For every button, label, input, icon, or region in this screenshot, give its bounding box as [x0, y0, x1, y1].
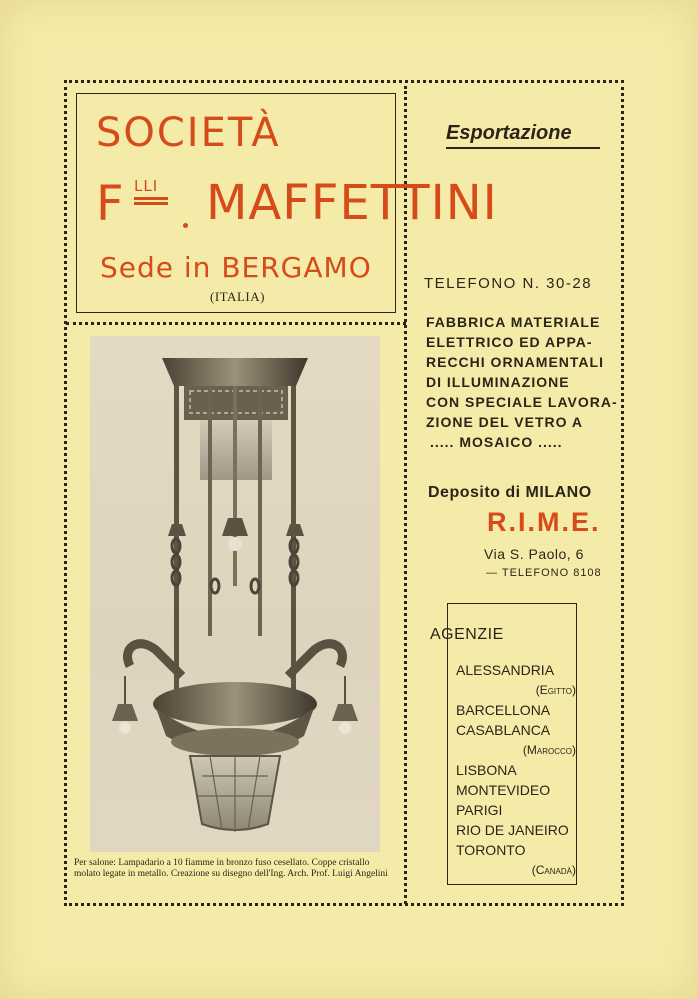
esportazione-underline [446, 147, 600, 149]
right-arm [288, 644, 343, 676]
flli-underline-2 [134, 202, 168, 205]
deposito-heading: Deposito di MILANO [428, 484, 592, 501]
flli-underline [134, 197, 168, 200]
agenzia-item: MONTEVIDEO [456, 782, 551, 798]
flli-dot [183, 223, 188, 228]
italia-label: (ITALIA) [210, 289, 265, 304]
fabbrica-line: ..... MOSAICO ..... [430, 434, 563, 450]
societa-heading: SOCIETÀ [96, 110, 281, 156]
agenzia-item: CASABLANCA [456, 722, 551, 738]
fabbrica-line: RECCHI ORNAMENTALI [426, 354, 604, 370]
fabbrica-description [426, 312, 616, 452]
left-arm [127, 644, 182, 676]
fabbrica-line: DI ILLUMINAZIONE [426, 374, 570, 390]
esportazione-label: Esportazione [446, 122, 572, 144]
agenzia-country: (Canadà) [531, 863, 576, 877]
telefono-milano: — TELEFONO 8108 [486, 567, 602, 579]
sede-line: Sede in BERGAMO [100, 251, 372, 284]
chandelier-photo [90, 336, 380, 852]
agenzia-item: LISBONA [456, 762, 517, 778]
agenzie-title: AGENZIE [430, 626, 504, 643]
canopy [162, 358, 308, 386]
agenzie-list [456, 660, 576, 880]
agenzia-item: RIO DE JANEIRO [456, 822, 569, 838]
main-bowl [153, 682, 317, 726]
telefono-line: TELEFONO N. 30-28 [424, 275, 593, 292]
fabbrica-line: FABBRICA MATERIALE [426, 314, 601, 330]
flli-superscript: LLI [134, 177, 159, 195]
company-name: MAFFETTINI [206, 175, 498, 231]
flli-initial: F [96, 176, 124, 232]
agenzia-item: BARCELLONA [456, 702, 551, 718]
chandelier-illustration [90, 336, 380, 852]
agenzia-country: (Egitto) [535, 683, 576, 697]
rime-name: R.I.M.E. [487, 507, 601, 537]
fabbrica-line: ELETTRICO ED APPA- [426, 334, 593, 350]
dotted-divider-horizontal [66, 322, 406, 325]
agenzia-item: TORONTO [456, 842, 526, 858]
agenzia-item: PARIGI [456, 802, 503, 818]
address-line: Via S. Paolo, 6 [484, 546, 584, 562]
agenzia-country: (Marocco) [522, 743, 576, 757]
fabbrica-line: CON SPECIALE LAVORA- [426, 394, 618, 410]
photo-caption: Per salone: Lampadario a 10 fiamme in bronzo fuso cesellato. Coppe cristallo molato legate in metallo. Creazione su disegno dell'Ing. Arch. Prof. Luigi Angelini [74, 858, 388, 879]
agenzia-item: ALESSANDRIA [456, 662, 555, 678]
fabbrica-line: ZIONE DEL VETRO A [426, 414, 584, 430]
